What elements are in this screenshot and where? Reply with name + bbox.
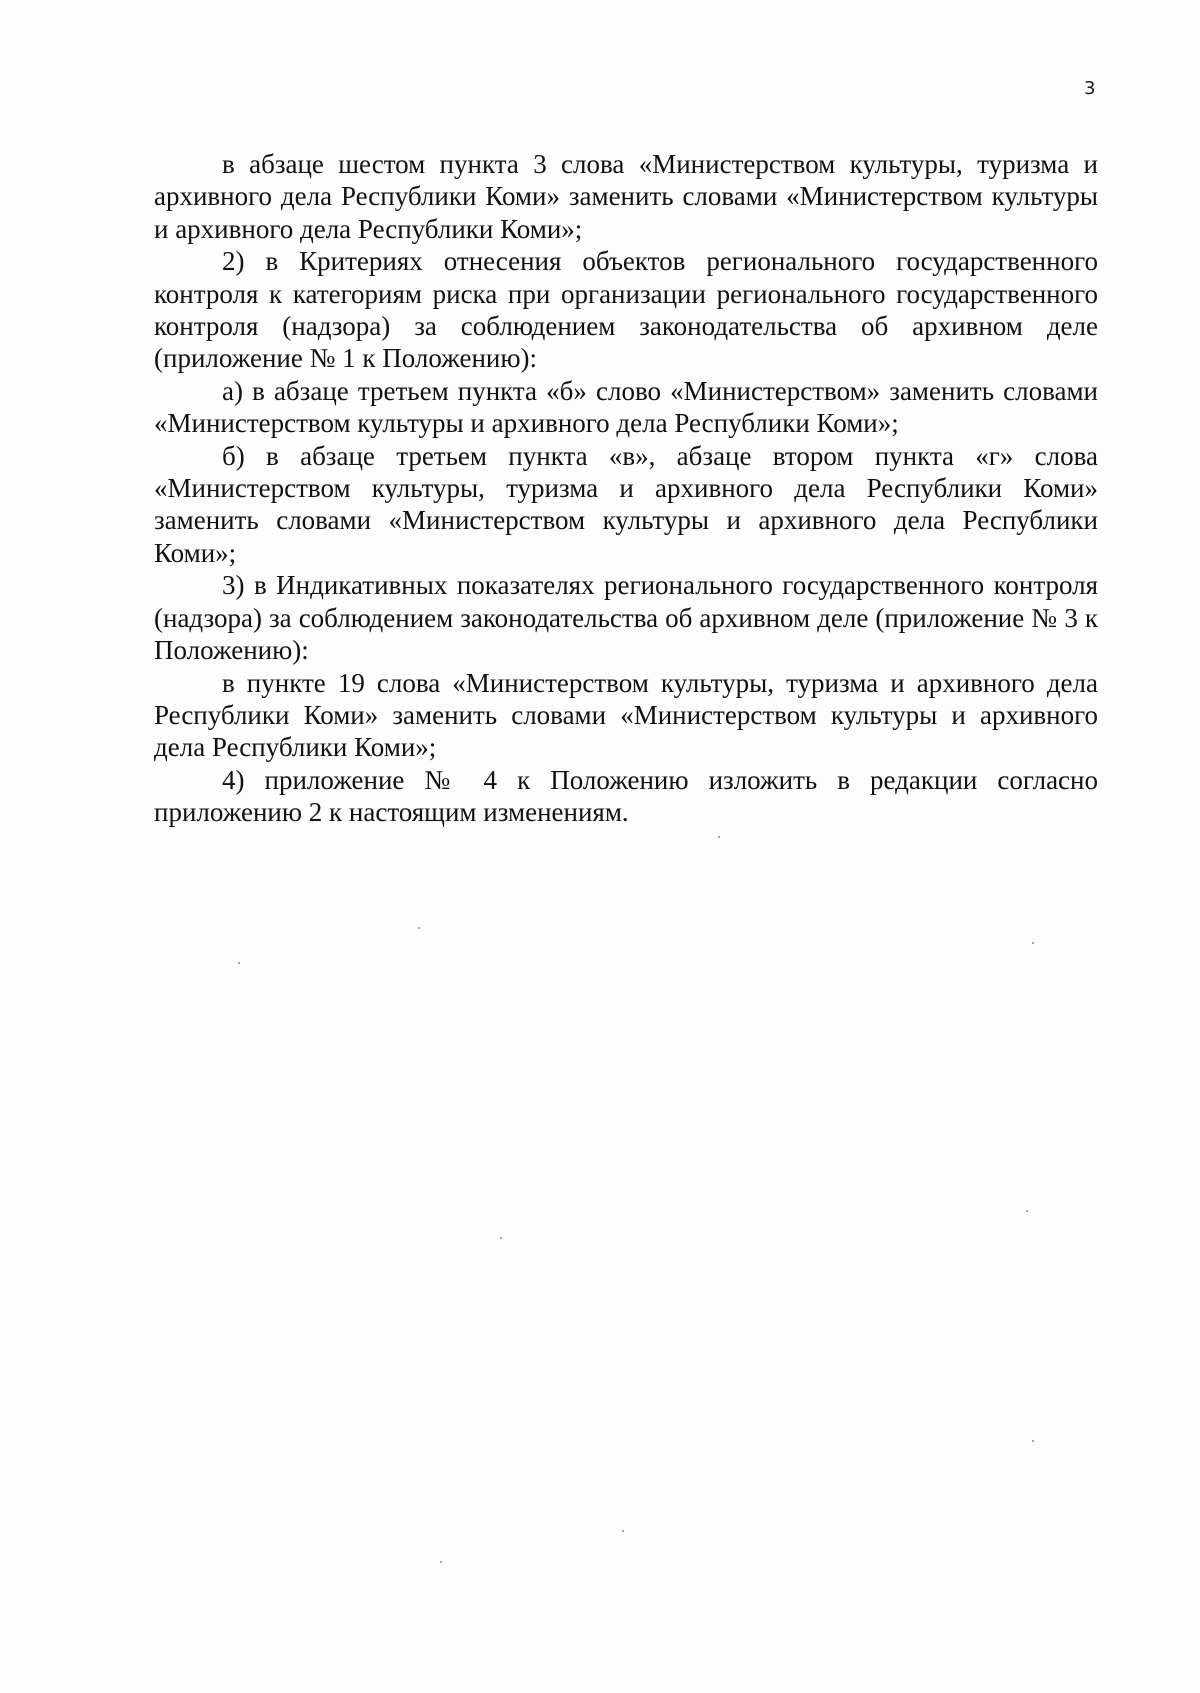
document-body (154, 148, 1098, 829)
paragraph-item-3-indicators: 3) в Индикативных показателях регионального государственного контроля (надзора) за соблюдением законодательства об архивном деле (приложение № 3 к Положению): (154, 570, 1098, 666)
scan-speck (1026, 1210, 1028, 1212)
scan-speck (1032, 1440, 1034, 1442)
scan-speck (440, 1561, 442, 1563)
paragraph-subitem-a: а) в абзаце третьем пункта «б» слово «Министерством» заменить словами «Министерством культуры и архивного дела Республики Коми»; (154, 375, 1098, 439)
scan-speck (718, 836, 720, 838)
scan-speck (1032, 942, 1034, 944)
scan-speck (238, 962, 240, 964)
paragraph-point-19: в пункте 19 слова «Министерством культуры, туризма и архивного дела Республики Коми» заменить словами «Министерством культуры и архивного дела Республики Коми»; (154, 667, 1098, 763)
page-number: 3 (1084, 78, 1096, 99)
paragraph-amendment-paragraph-six: в абзаце шестом пункта 3 слова «Министерством культуры, туризма и архивного дела Республики Коми» заменить словами «Министерством культуры и архивного дела Республики Коми»; (154, 149, 1098, 244)
scan-speck (500, 1237, 502, 1239)
paragraph-subitem-b: б) в абзаце третьем пункта «в», абзаце втором пункта «г» слова «Министерством культуры, туризма и архивного дела Республики Коми» заменить словами «Министерством культуры и архивного дела Республики Коми»; (154, 440, 1098, 568)
scan-speck (622, 1530, 624, 1532)
paragraph-item-4-appendix: 4) приложение № 4 к Положению изложить в редакции согласно приложению 2 к настоящим изменениям. (154, 764, 1098, 828)
paragraph-item-2-criteria: 2) в Критериях отнесения объектов регионального государственного контроля к категориям риска при организации регионального государственного контроля (надзора) за соблюдением законодательства об архивном деле (приложение № 1 к Положению): (154, 246, 1098, 374)
scan-speck (418, 927, 420, 929)
